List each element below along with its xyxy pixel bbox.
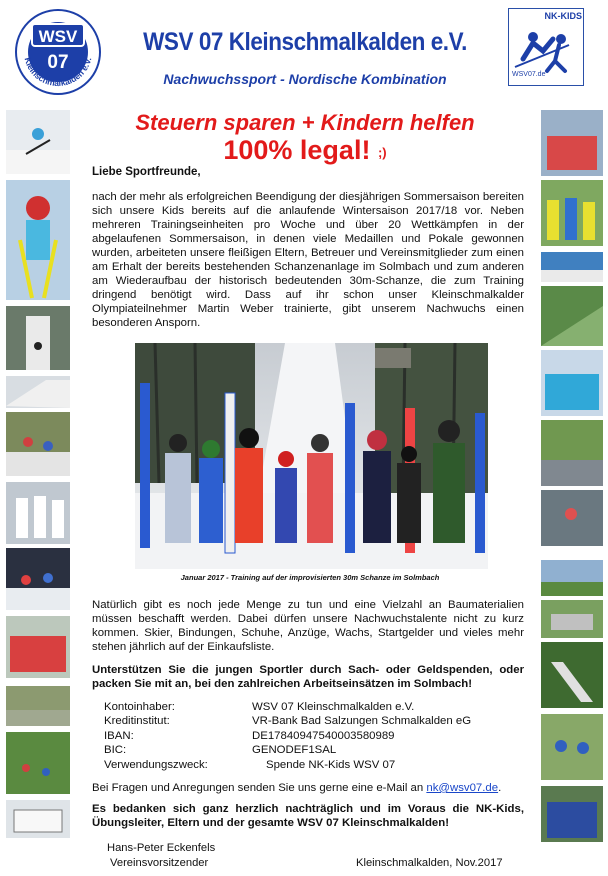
thumb-photo — [6, 306, 70, 370]
contact-suffix: . — [498, 782, 502, 794]
logo-ring-text: Kleinschmalkalden e.V. — [22, 56, 94, 89]
bank-row-iban — [104, 729, 471, 743]
signer-role: Vereinsvorsitzender — [110, 857, 209, 869]
intro-paragraph: nach der mehr als erfolgreichen Beendigung der diesjährigen Sommersaison bereiten sich unsere Kids bereits auf die anlaufende Wintersaison 2017/18 vor. Neben mehreren Trainingseinheiten pro Woche und über 20 Wettkämpfen in der abgelaufenen Sommersaison, in denen viele Medaillen und Pokale gewonnen wurden, arbeiteten unsere fleißigen Eltern, Betreuer und Vereinsmitglieder zum einen am Erhalt der bereits bestehenden Schanzenanlage im Solmbach und zum anderen am Wiederaufbau der historisch bedeutenden 30m-Schanze, die zum Training dringend benötigt wird. Dass auf ihr schon unser Kleinschmalkalder Olympiateilnehmer Martin Weber trainierte, gibt unserem Nachwuchs einen besonderen Ansporn. — [92, 191, 524, 329]
thumb-photo — [6, 482, 70, 544]
contact-email-link[interactable]: nk@wsv07.de — [426, 782, 499, 794]
thumb-photo — [541, 714, 603, 780]
thumb-photo — [6, 376, 70, 408]
bank-row-purpose — [104, 758, 471, 772]
signer-name: Hans-Peter Eckenfels — [107, 842, 216, 854]
thumb-photo — [6, 548, 70, 610]
thumb-photo — [6, 686, 70, 726]
bank-label: Kreditinstitut: — [104, 715, 170, 728]
nk-kids-url: WSV07.de — [512, 71, 546, 78]
logo-text: WSV — [38, 27, 78, 46]
headline-legal — [100, 135, 510, 166]
appeal-paragraph: Unterstützen Sie die jungen Sportler durch Sach- oder Geldspenden, oder packen Sie mit an, bei den zahlreichen Arbeitseinsätzen im Solmbach! — [92, 664, 524, 690]
thumb-photo — [541, 180, 603, 246]
thumb-photo — [541, 252, 603, 282]
bank-row-holder — [104, 700, 471, 714]
bank-label: Kontoinhaber: — [104, 701, 175, 713]
headline-legal-text: 100% legal! — [223, 135, 371, 165]
logo-number: 07 — [47, 52, 69, 73]
bank-value: VR-Bank Bad Salzungen Schmalkalden eG — [252, 715, 472, 728]
thumb-photo — [541, 560, 603, 596]
thumb-photo — [541, 420, 603, 486]
thumb-photo — [541, 786, 603, 842]
bank-label: BIC: — [104, 744, 127, 757]
thumb-photo — [6, 180, 70, 300]
photo-caption: Januar 2017 - Training auf der improvisierten 30m Schanze im Solmbach — [180, 573, 440, 582]
thumb-photo — [6, 732, 70, 794]
thumb-photo — [541, 642, 603, 708]
contact-line — [92, 782, 532, 794]
greeting: Liebe Sportfreunde, — [92, 166, 201, 178]
bank-row-bic — [104, 743, 471, 757]
thumb-photo — [541, 600, 603, 638]
bank-row-institute — [104, 714, 471, 728]
thumb-photo — [541, 350, 603, 416]
bank-label: IBAN: — [104, 729, 134, 742]
bank-value: WSV 07 Kleinschmalkalden e.V. — [252, 701, 415, 713]
thumb-photo — [6, 616, 70, 678]
wsv-logo — [14, 8, 102, 96]
bank-label: Verwendungszweck: — [104, 758, 208, 771]
contact-prefix: Bei Fragen und Anregungen senden Sie uns gerne eine e-Mail an — [92, 782, 427, 794]
bank-value: GENODEF1SAL — [252, 744, 337, 757]
thanks-paragraph: Es bedanken sich ganz herzlich nachträglich und im Voraus die NK-Kids, Übungsleiter, Eltern und der gesamte WSV 07 Kleinschmalkalden! — [92, 803, 524, 829]
thumb-photo — [6, 412, 70, 476]
needs-paragraph: Natürlich gibt es noch jede Menge zu tun und eine Vielzahl an Baumaterialien müssen beschafft werden. Dabei dürfen unsere Nachwuchstalente nicht zu kurz kommen. Skier, Bindungen, Schuhe, Anzüge, Wachs, Startgelder und vieles mehr stehen jährlich auf der Einkaufsliste. — [92, 599, 524, 653]
thumb-photo — [541, 286, 603, 346]
bank-value: DE17840947540003580989 — [252, 729, 395, 742]
thumb-photo — [6, 800, 70, 838]
thumb-photo — [541, 490, 603, 546]
thumb-photo — [541, 110, 603, 176]
bank-details — [104, 700, 471, 772]
nk-kids-label: NK-KIDS — [544, 11, 582, 21]
club-subtitle: Nachwuchssport - Nordische Kombination — [163, 71, 447, 87]
club-title: WSV 07 Kleinschmalkalden e.V. — [143, 28, 467, 56]
bank-value: Spende NK-Kids WSV 07 — [266, 758, 396, 771]
place-date: Kleinschmalkalden, Nov.2017 — [356, 857, 503, 869]
headline-smiley: ;) — [377, 145, 387, 160]
thumb-photo — [6, 110, 70, 174]
main-team-photo — [135, 343, 488, 569]
headline-main: Steuern sparen + Kindern helfen — [135, 110, 475, 135]
